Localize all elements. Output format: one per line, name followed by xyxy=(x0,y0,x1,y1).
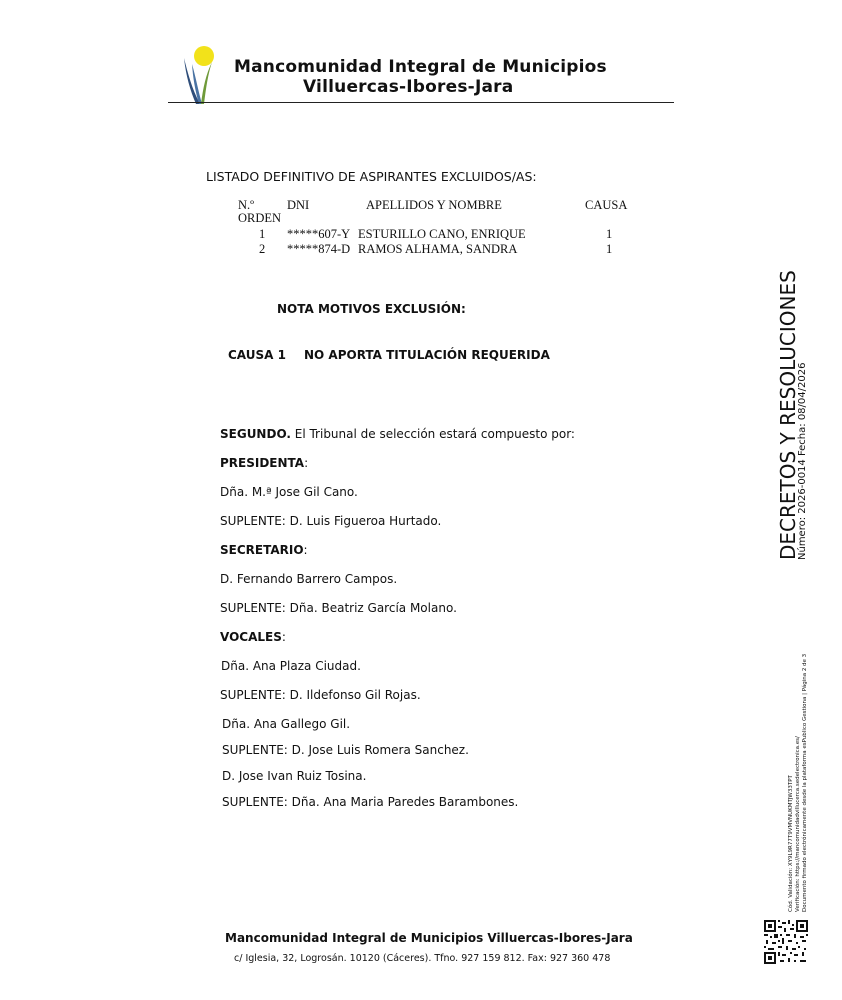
row-name: RAMOS ALHAMA, SANDRA xyxy=(358,242,518,256)
vocal1-name: Dña. Ana Plaza Ciudad. xyxy=(221,659,361,673)
row-causa: 1 xyxy=(606,227,613,241)
segundo-label: SEGUNDO. xyxy=(220,427,291,441)
table-row xyxy=(236,227,636,243)
col-dni-header: DNI xyxy=(287,198,310,212)
row-causa: 1 xyxy=(606,242,613,256)
vocal1-suplente: SUPLENTE: D. Ildefonso Gil Rojas. xyxy=(220,688,421,702)
vocal2-name: Dña. Ana Gallego Gil. xyxy=(222,717,351,731)
stamp-meta: Número: 2026-0014 Fecha: 08/04/2026 xyxy=(797,362,808,560)
row-name: ESTURILLO CANO, ENRIQUE xyxy=(358,227,526,241)
vocales-colon: : xyxy=(281,630,286,644)
header-title-line2: Villuercas-Ibores-Jara xyxy=(303,77,514,97)
presidenta-heading xyxy=(220,456,308,470)
col-orden-header xyxy=(238,198,281,226)
vocales-heading xyxy=(220,630,286,644)
secretario-suplente: SUPLENTE: Dña. Beatriz García Molano. xyxy=(220,601,457,615)
presidenta-suplente: SUPLENTE: D. Luis Figueroa Hurtado. xyxy=(220,514,442,528)
row-orden: 2 xyxy=(259,242,266,256)
vocales-label: VOCALES xyxy=(220,630,282,644)
segundo-paragraph xyxy=(220,427,575,441)
row-dni: *****874-D xyxy=(287,242,351,256)
segundo-text: El Tribunal de selección estará compuesto por: xyxy=(290,427,575,441)
causa-label: CAUSA 1 xyxy=(228,348,286,362)
presidenta-colon: : xyxy=(304,456,309,470)
secretario-colon: : xyxy=(303,543,308,557)
footer-org: Mancomunidad Integral de Municipios Villuercas-Ibores-Jara xyxy=(225,931,633,945)
nota-heading: NOTA MOTIVOS EXCLUSIÓN: xyxy=(277,302,466,316)
presidenta-label: PRESIDENTA xyxy=(220,456,305,470)
validation-line2: Verificación: https://mancomunidadvillucerca.sedelectronica.es/ xyxy=(795,736,801,912)
secretario-heading xyxy=(220,543,308,557)
causa-text: NO APORTA TITULACIÓN REQUERIDA xyxy=(304,348,550,362)
col-orden-line1: N.º xyxy=(238,198,255,212)
secretario-label: SECRETARIO xyxy=(220,543,304,557)
excluded-table xyxy=(236,198,636,260)
row-orden: 1 xyxy=(259,227,266,241)
row-dni: *****607-Y xyxy=(287,227,351,241)
validation-line1: Cód. Validación: XY9L9R77T9VMVNUKMTJW33TPT xyxy=(788,775,794,912)
vocal3-name: D. Jose Ivan Ruiz Tosina. xyxy=(222,769,367,783)
footer-address: c/ Iglesia, 32, Logrosán. 10120 (Cáceres). Tfno. 927 159 812. Fax: 927 360 478 xyxy=(234,953,611,964)
vocal3-suplente: SUPLENTE: Dña. Ana Maria Paredes Barambones. xyxy=(222,795,519,809)
presidenta-name: Dña. M.ª Jose Gil Cano. xyxy=(220,485,358,499)
header-rule xyxy=(168,102,674,103)
header-logo xyxy=(178,44,218,106)
table-row xyxy=(236,242,636,258)
stamp-title: DECRETOS Y RESOLUCIONES xyxy=(776,270,800,560)
col-name-header: APELLIDOS Y NOMBRE xyxy=(366,198,502,212)
col-orden-line2: ORDEN xyxy=(238,211,282,225)
list-heading: LISTADO DEFINITIVO DE ASPIRANTES EXCLUIDOS/AS: xyxy=(206,169,537,184)
validation-line3: Documento firmado electrónicamente desde la plataforma esPublico Gestiona | Página 2 de 3 xyxy=(802,653,808,912)
secretario-name: D. Fernando Barrero Campos. xyxy=(220,572,398,586)
qr-code xyxy=(764,920,808,964)
col-causa-header: CAUSA xyxy=(585,198,628,212)
header-title-line1: Mancomunidad Integral de Municipios xyxy=(234,57,607,77)
vocal2-suplente: SUPLENTE: D. Jose Luis Romera Sanchez. xyxy=(222,743,469,757)
